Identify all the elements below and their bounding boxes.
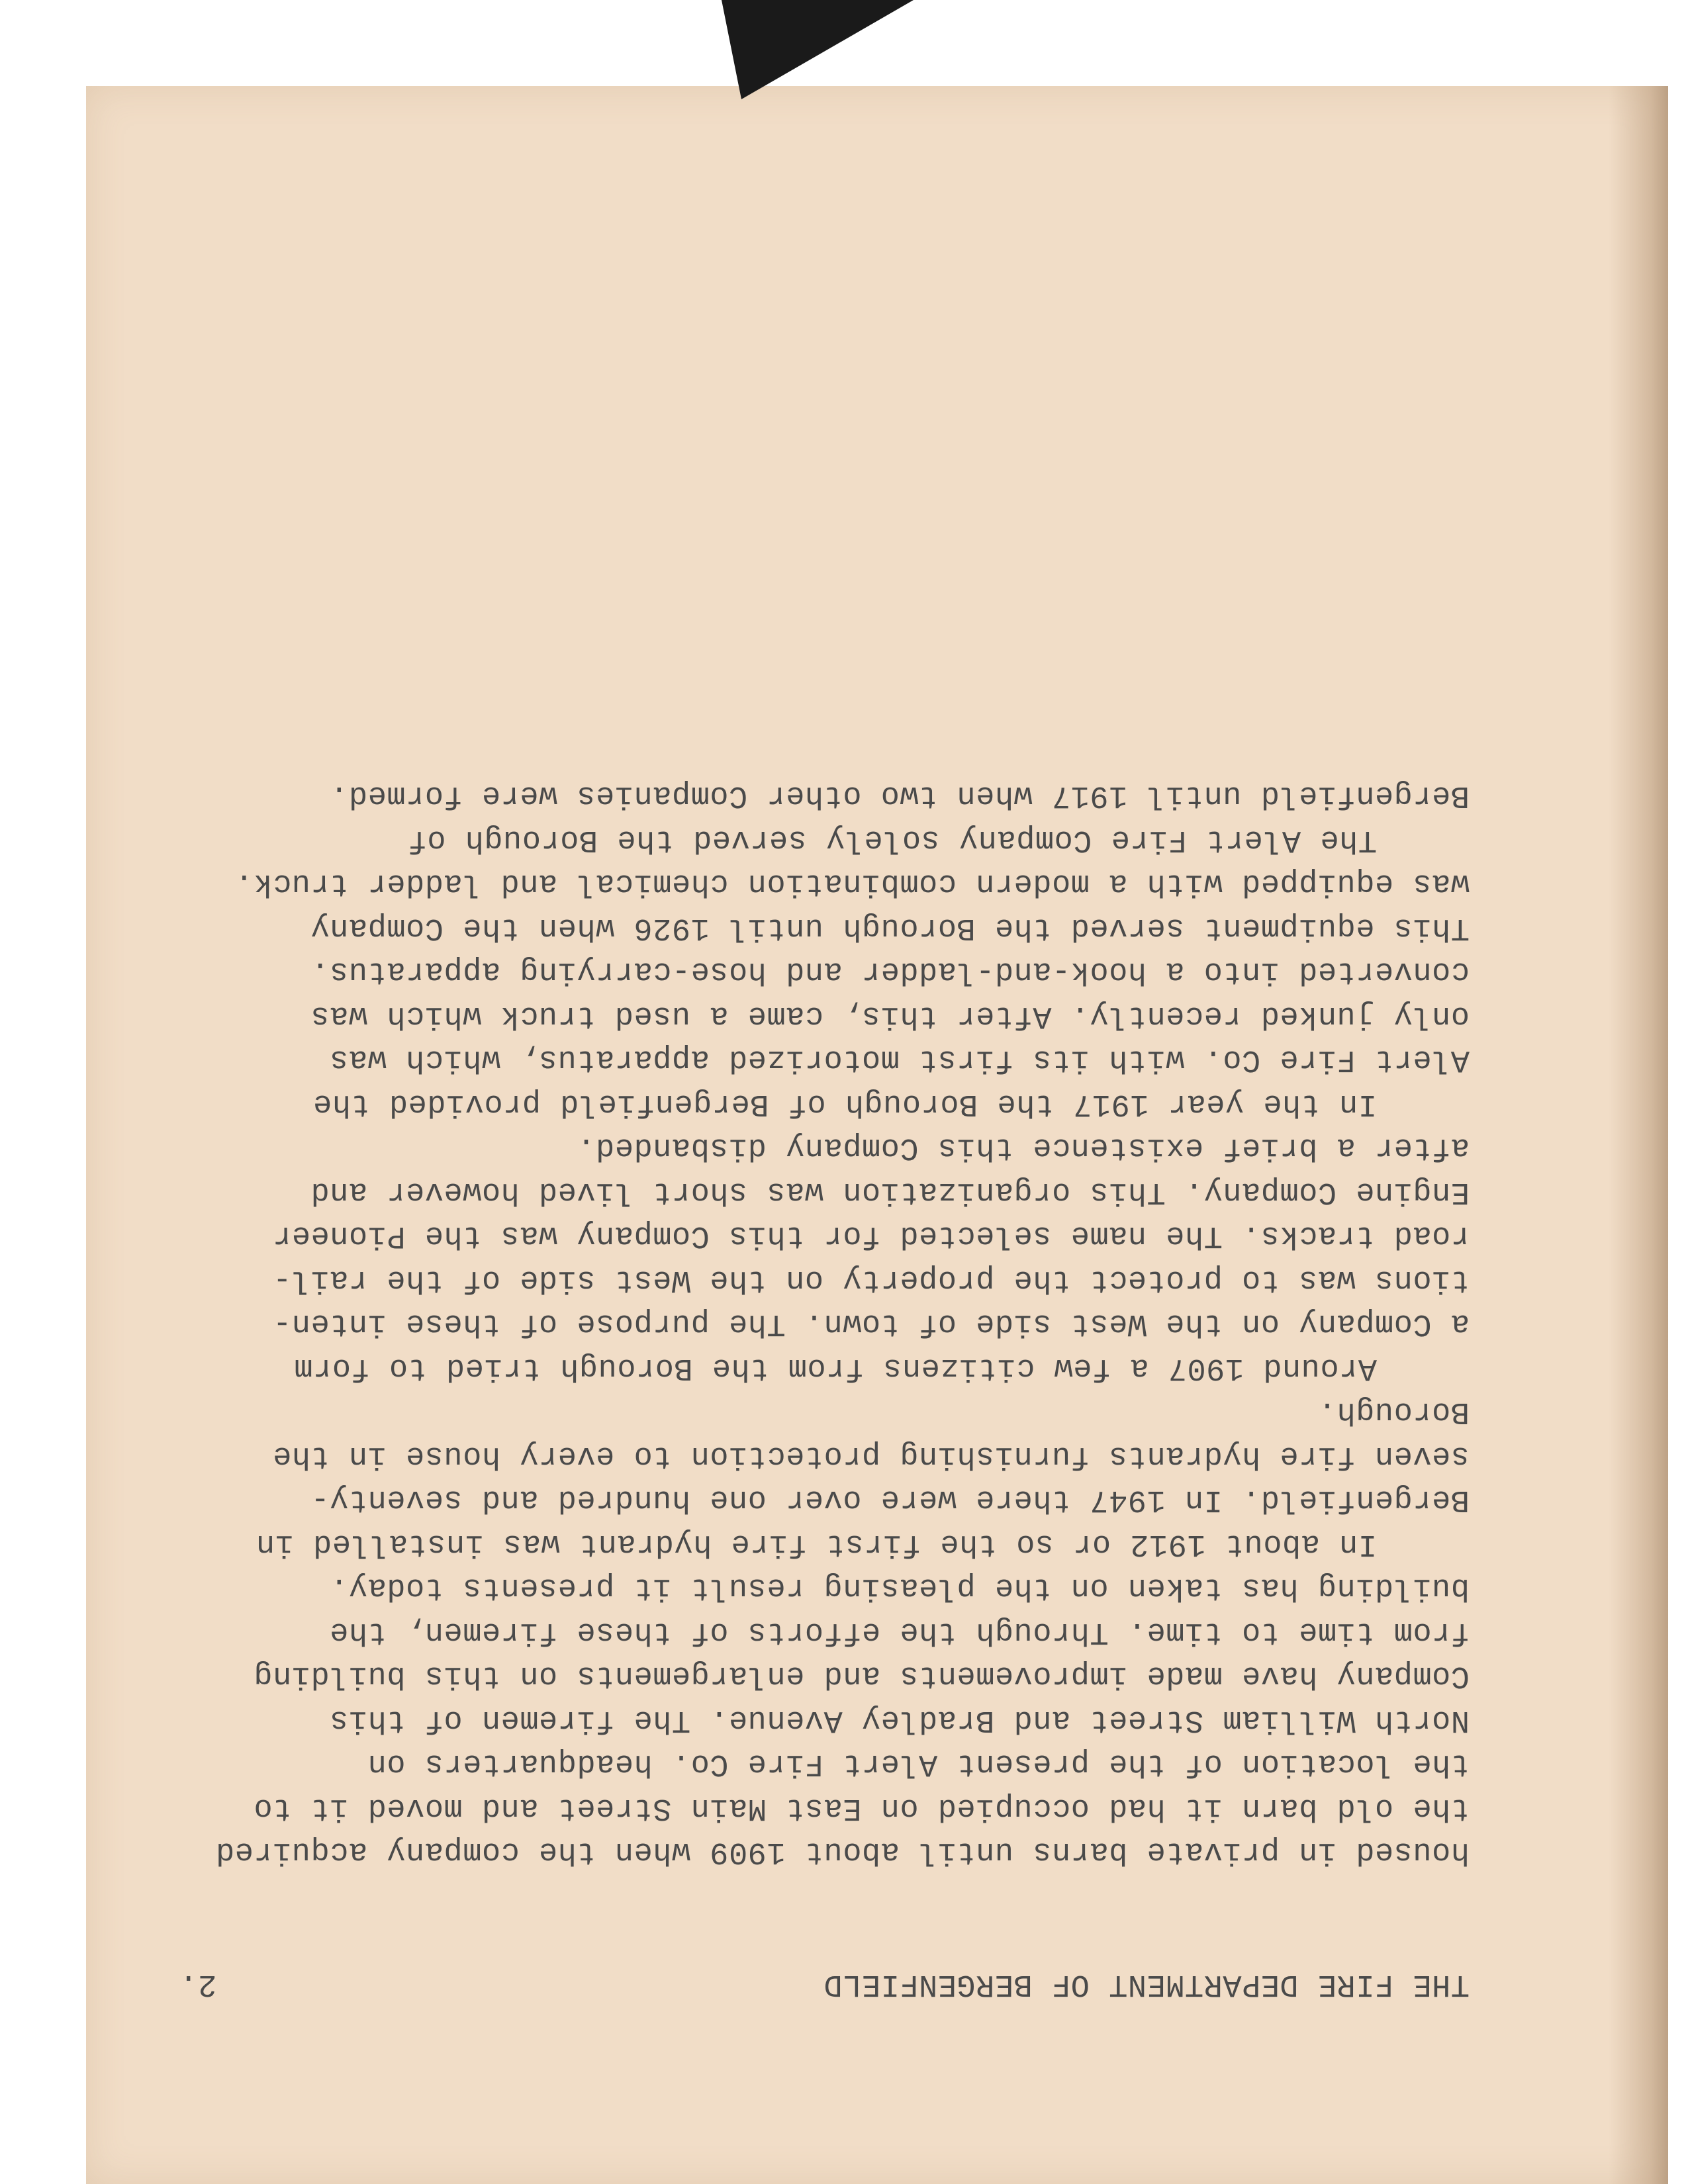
text-line: Engine Company. This organization was short lived however and [310,1174,1470,1209]
text-line: Around 1907 a few citizens from the Borough tried to form [293,1350,1377,1385]
text-line: seven fire hydrants furnishing protection to every house in the [272,1438,1470,1473]
text-line: a Company on the West side of town. The purpose of these inten- [272,1306,1470,1342]
text-line: the old barn it had occupied on East Main Street and moved it to [253,1790,1470,1825]
text-line: converted into a hook-and-ladder and hose-carrying apparatus. [310,954,1470,989]
body-text [93,773,1470,1874]
typed-text-block [93,773,1470,2005]
text-line: In about 1912 or so the first fire hydrant was installed in [256,1526,1377,1561]
text-line: Alert Fire Co. with its first motorized apparatus, which was [329,1042,1470,1077]
page-title: THE FIRE DEPARTMENT OF BERGENFIELD [823,1966,1470,2001]
text-line: Company have made improvements and enlargements on this building [253,1658,1470,1694]
text-line: This equipment served the Borough until 1926 when the Company [310,910,1470,945]
text-line: The Alert Fire Company solely served the Borough of [408,822,1377,857]
text-line: only junked recently. After this, came a used truck which was [310,998,1470,1033]
text-line: housed in private barns until about 1909 when the company acquired [215,1834,1470,1870]
text-line: was equipped with a modern combination chemical and ladder truck. [234,866,1470,901]
page-header [179,1962,1470,2006]
text-line: North William Street and Bradley Avenue. The firemen of this [329,1702,1470,1737]
text-line: tions was to protect the property on the West side of the rail- [272,1262,1470,1297]
page-number: 2. [179,1966,217,2001]
text-line: the location of the present Alert Fire Co. headquarters on [367,1746,1470,1782]
text-line: from time to time. Through the efforts of these firemen, the [329,1614,1470,1649]
text-line: building has taken on the pleasing result it presents today. [329,1570,1470,1606]
text-line: Borough. [1317,1394,1470,1430]
text-line: In the year 1917 the Borough of Bergenfield provided the [312,1086,1377,1121]
text-line: Bergenfield. In 1947 there were over one hundred and seventy- [310,1482,1470,1518]
text-line: road tracks. The name selected for this Company was the Pioneer [272,1218,1470,1253]
upside-down-page-content [86,86,1668,2184]
scanner-shadow [722,0,914,99]
text-line: after a brief existence this Company disbanded. [576,1130,1470,1165]
text-line: Bergenfield until 1917 when two other Companies were formed. [329,778,1470,813]
